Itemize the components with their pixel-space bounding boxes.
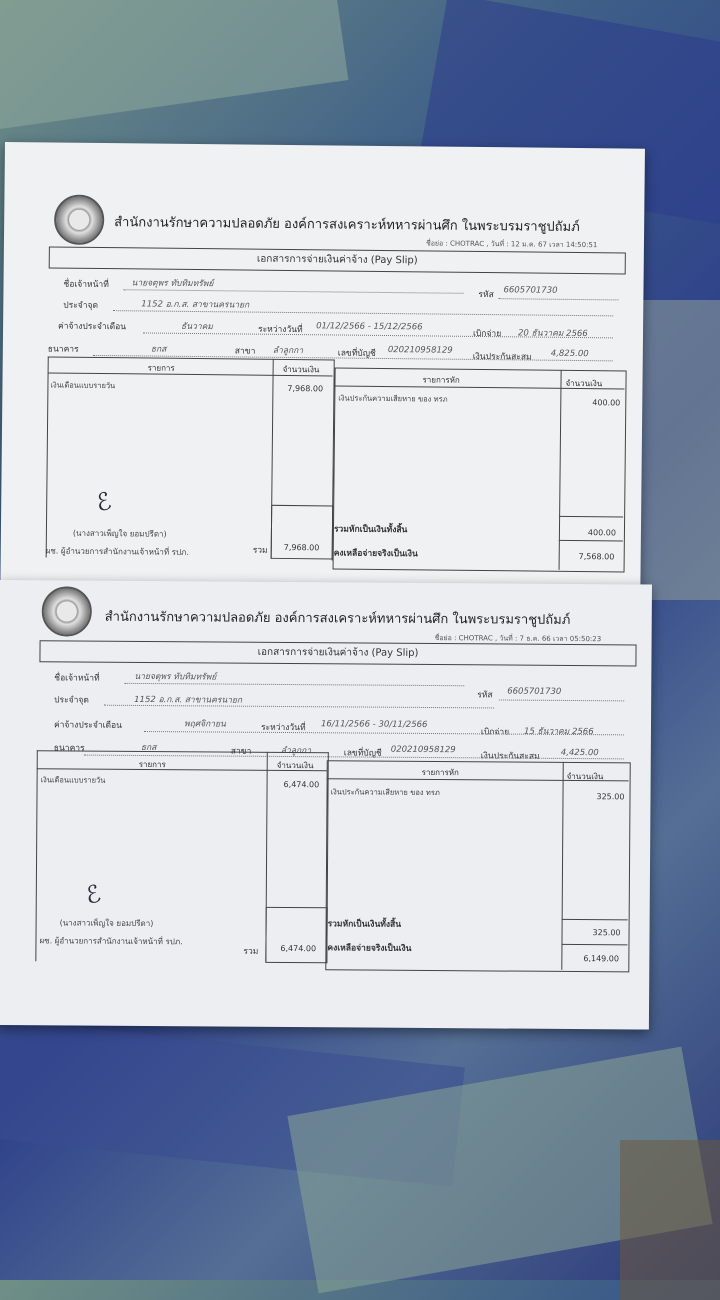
total-deduct-value: 325.00 <box>592 928 621 938</box>
bank-value: ธกส <box>140 742 157 754</box>
deduct-amount: 325.00 <box>596 792 625 802</box>
account-value: 020210958129 <box>390 744 456 756</box>
pay-slip-december <box>0 142 645 589</box>
document-title: เอกสารการจ่ายเงินค่าจ้าง (Pay Slip) <box>49 246 626 274</box>
net-pay-label: คงเหลือจ่ายจริงเป็นเงิน <box>333 548 418 560</box>
total-label: รวม <box>243 946 259 957</box>
bank-value: ธกส <box>150 344 167 355</box>
income-item: เงินเดือนแบบรายวัน <box>40 775 106 785</box>
pay-date-label: เบิกจ่าย <box>480 727 510 738</box>
total-value: 6,474.00 <box>280 943 317 954</box>
total-deduct-value: 400.00 <box>587 528 616 538</box>
pay-month-value: ธันวาคม <box>181 321 213 333</box>
col-item-header: รายการ <box>147 363 175 373</box>
branch-label: สาขา <box>234 346 256 357</box>
organization-seal-logo <box>54 195 105 246</box>
insurance-label: เงินประกันสะสม <box>472 351 532 363</box>
net-pay-label: คงเหลือจ่ายจริงเป็นเงิน <box>327 943 412 954</box>
account-label: เลขที่บัญชี <box>337 348 376 359</box>
col-item-header: รายการ <box>138 759 166 770</box>
deduct-item: เงินประกันความเสียหาย ของ ทรภ <box>330 787 440 798</box>
income-amount: 7,968.00 <box>287 383 324 394</box>
col-amount-header: จำนวนเงิน <box>276 760 314 771</box>
col-amount-header: จำนวนเงิน <box>282 364 320 375</box>
branch-value: ลำลูกกา <box>280 745 312 757</box>
net-pay-value: 6,149.00 <box>583 954 620 964</box>
pay-month-value: พฤศจิกายน <box>183 719 226 730</box>
document-title: เอกสารการจ่ายเงินค่าจ้าง (Pay Slip) <box>39 640 636 666</box>
bank-label: ธนาคาร <box>47 344 79 355</box>
insurance-value: 4,425.00 <box>560 747 599 759</box>
signer-name: (นางสาวเพ็ญใจ ยอมปรีดา) <box>59 918 154 929</box>
insurance-value: 4,825.00 <box>550 348 589 360</box>
branch-label: สาขา <box>230 746 252 757</box>
col-deduct-amount-header: จำนวนเงิน <box>566 771 604 782</box>
employee-id-value: 6605701730 <box>507 686 562 697</box>
unit-value: 1152 อ.ก.ส. สาขานครนายก <box>134 694 243 706</box>
employee-name-value: นายจตุพร ทับทิมทรัพย์ <box>131 278 214 290</box>
organization-seal-logo <box>42 586 92 636</box>
signer-name: (นางสาวเพ็ญใจ ยอมปรีดา) <box>72 528 167 539</box>
organization-name: สำนักงานรักษาความปลอดภัย องค์การสงเคราะห์ทหารผ่านศึก ในพระบรมราชูปถัมภ์ <box>104 609 571 628</box>
income-amount: 6,474.00 <box>283 779 320 790</box>
account-label: เลขที่บัญชี <box>343 748 382 759</box>
unit-value: 1152 อ.ก.ส. สาขานครนายก <box>141 299 250 311</box>
print-meta: ชื่อย่อ : CHOTRAC , วันที่ : 7 ธ.ค. 66 เวลา 05:50:23 <box>434 634 602 644</box>
income-total-box <box>265 907 327 963</box>
organization-name: สำนักงานรักษาความปลอดภัย องค์การสงเคราะห์ทหารผ่านศึก ในพระบรมราชูปถัมภ์ <box>114 215 580 236</box>
col-deduct-header: รายการหัก <box>421 767 459 778</box>
signer-title: ผช. ผู้อำนวยการสำนักงานเจ้าหน้าที่ รปภ. <box>39 936 183 947</box>
employee-id-label: รหัส <box>477 690 493 701</box>
deduct-amount: 400.00 <box>592 398 621 408</box>
pay-date-value: 15 ธันวาคม 2566 <box>523 726 594 738</box>
date-range-label: ระหว่างวันที่ <box>257 324 303 336</box>
employee-name-label: ชื่อเจ้าหน้าที่ <box>63 279 109 291</box>
col-deduct-header: รายการหัก <box>422 375 460 385</box>
total-value: 7,968.00 <box>283 542 320 553</box>
signer-title: ผช. ผู้อำนวยการสำนักงานเจ้าหน้าที่ รปภ. <box>45 546 189 557</box>
employee-name-label: ชื่อเจ้าหน้าที่ <box>54 673 100 684</box>
account-value: 020210958129 <box>387 345 453 356</box>
col-deduct-amount-header: จำนวนเงิน <box>565 378 603 389</box>
unit-label: ประจำจุด <box>54 695 89 706</box>
pay-period-label: ค่าจ้างประจำเดือน <box>58 321 127 333</box>
date-range-label: ระหว่างวันที่ <box>260 722 306 734</box>
employee-id-value: 6605701730 <box>503 285 558 296</box>
total-label: รวม <box>252 545 268 556</box>
total-deduct-label: รวมหักเป็นเงินทั้งสิ้น <box>333 524 408 536</box>
bank-label: ธนาคาร <box>53 743 85 754</box>
branch-value: ลำลูกกา <box>272 345 304 357</box>
pay-period-label: ค่าจ้างประจำเดือน <box>53 720 123 731</box>
income-item: เงินเดือนแบบรายวัน <box>50 380 116 391</box>
employee-id-label: รหัส <box>478 289 494 301</box>
pay-slip-november <box>0 580 652 1030</box>
date-range-value: 16/11/2566 - 30/11/2566 <box>320 719 428 730</box>
insurance-label: เงินประกันสะสม <box>480 751 540 762</box>
signature: ℰ <box>92 486 115 518</box>
employee-name-value: นายจตุพร ทับทิมทรัพย์ <box>134 671 217 683</box>
total-deduct-label: รวมหักเป็นเงินทั้งสิ้น <box>327 919 402 930</box>
pay-date-value: 20 ธันวาคม 2566 <box>517 328 588 340</box>
print-meta: ชื่อย่อ : CHOTRAC , วันที่ : 12 ม.ค. 67 เวลา 14:50:51 <box>425 239 598 250</box>
pay-date-label: เบิกจ่าย <box>472 328 502 340</box>
date-range-value: 01/12/2566 - 15/12/2566 <box>316 321 423 333</box>
signature: ℰ <box>82 879 104 911</box>
net-pay-value: 7,568.00 <box>578 552 615 562</box>
deduct-item: เงินประกันความเสียหาย ของ ทรภ <box>338 393 448 404</box>
unit-label: ประจำจุด <box>63 300 99 311</box>
